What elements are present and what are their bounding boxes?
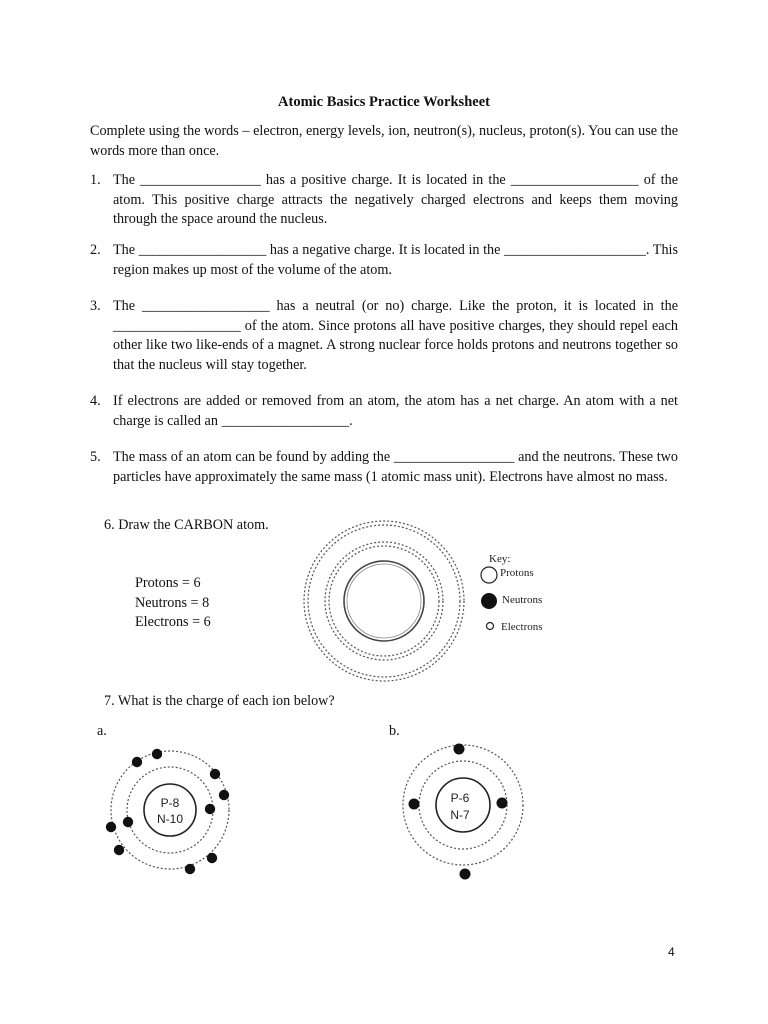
electron — [409, 799, 420, 810]
electron — [205, 804, 215, 814]
neutron-key-icon — [481, 593, 497, 609]
legend-key — [481, 553, 543, 633]
neutrons-given: Neutrons = 8 — [135, 595, 210, 611]
question-5 — [90, 448, 678, 487]
question-3 — [90, 297, 678, 375]
key-electrons: Electrons — [501, 621, 543, 633]
nucleus — [436, 778, 490, 832]
question-6-label: 6. Draw the CARBON atom. — [104, 517, 269, 533]
question-7-label: 7. What is the charge of each ion below? — [104, 693, 335, 709]
electron — [123, 817, 133, 827]
nucleus-neutrons: N-10 — [156, 812, 184, 826]
electrons-given: Electrons = 6 — [135, 614, 211, 630]
nucleus-neutrons: N-7 — [450, 808, 470, 822]
outer-orbit-ring-1 — [308, 525, 460, 677]
question-1 — [90, 171, 678, 230]
electron — [219, 790, 229, 800]
question-text: The __________________ has a negative charge. It is located in the ____________________. This region makes up most of the volume of the atom. — [113, 242, 678, 278]
page-number: 4 — [668, 945, 675, 959]
electron — [454, 744, 465, 755]
question-text: The _________________ has a positive charge. It is located in the __________________ of the atom. This positive charge attracts the negatively charged electrons and keeps them moving through the space around the nucleus. — [113, 172, 678, 228]
inner-orbit-ring-2 — [325, 542, 443, 660]
ion-a-label: a. — [97, 723, 107, 739]
question-2 — [90, 241, 678, 280]
electron — [132, 757, 142, 767]
electron — [497, 798, 508, 809]
ion-a-diagram — [100, 740, 240, 880]
question-text: The mass of an atom can be found by adding the _________________ and the neutrons. These two particles have approximately the same mass (1 atomic mass unit). Electrons have almost no mass. — [113, 449, 678, 485]
nucleus-protons: P-6 — [450, 791, 470, 805]
page-title: Atomic Basics Practice Worksheet — [278, 94, 490, 110]
question-number: 3. — [90, 298, 101, 314]
proton-key-icon — [481, 567, 497, 583]
ion-b-label: b. — [389, 723, 400, 739]
question-number: 1. — [90, 172, 101, 188]
nucleus — [144, 784, 196, 836]
nucleus-circle — [344, 561, 424, 641]
outer-orbit-ring-2 — [304, 521, 464, 681]
ion-b-diagram — [396, 736, 536, 884]
nucleus-protons: P-8 — [160, 796, 180, 810]
protons-given: Protons = 6 — [135, 575, 201, 591]
question-text: If electrons are added or removed from an atom, the atom has a net charge. An atom with a net charge is called an __________________. — [113, 393, 678, 429]
question-number: 4. — [90, 393, 101, 409]
key-neutrons: Neutrons — [502, 594, 543, 606]
electron — [152, 749, 162, 759]
electron — [210, 769, 220, 779]
electron — [114, 845, 124, 855]
question-text: The __________________ has a neutral (or no) charge. Like the proton, it is located in the __________________ of the atom. Since protons all have positive charges, they should repel each other like two like-ends of a magnet. A strong nuclear force holds protons and neutrons together so that the nucleus will stay together. — [113, 298, 678, 373]
question-number: 5. — [90, 449, 101, 465]
question-4 — [90, 392, 678, 431]
key-protons: Protons — [500, 567, 534, 579]
nucleus-inner-circle — [347, 564, 421, 638]
carbon-atom-drawing-area[interactable] — [300, 518, 550, 694]
instructions: Complete using the words – electron, energy levels, ion, neutron(s), nucleus, proton(s). You can use the words more than once. — [90, 123, 678, 159]
electron — [106, 822, 116, 832]
electron — [460, 869, 471, 880]
electron — [207, 853, 217, 863]
electron-key-icon — [487, 623, 494, 630]
question-number: 2. — [90, 242, 101, 258]
key-title: Key: — [489, 553, 511, 565]
inner-orbit-ring-1 — [329, 546, 439, 656]
electron — [185, 864, 195, 874]
